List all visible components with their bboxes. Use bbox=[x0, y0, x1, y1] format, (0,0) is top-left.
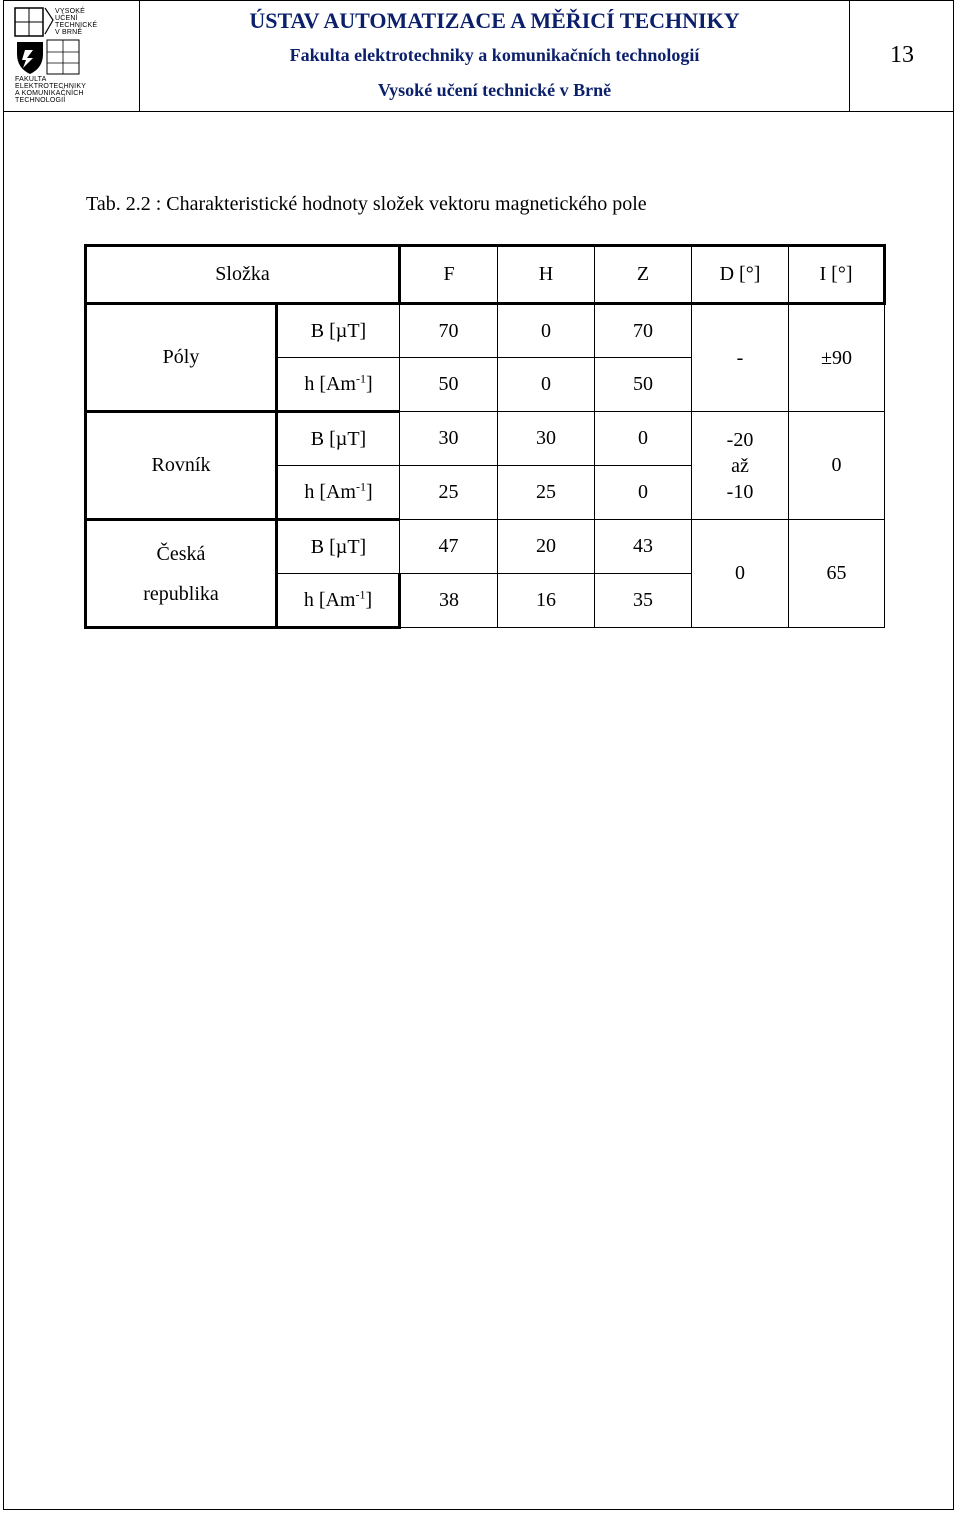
page-header bbox=[3, 0, 954, 112]
value-cell: 20 bbox=[498, 520, 595, 574]
value-cell: 0 bbox=[595, 466, 692, 520]
unit-bracket: ] bbox=[366, 372, 373, 395]
row-name-poly: Póly bbox=[86, 304, 277, 412]
value-line: -20 bbox=[726, 428, 754, 451]
header-cell-d: D [°] bbox=[692, 246, 789, 304]
logo-line: V BRNĚ bbox=[55, 29, 83, 36]
unit-bracket: ] bbox=[366, 480, 373, 503]
logo-line: UČENÍ bbox=[55, 15, 78, 22]
value-cell: 30 bbox=[498, 412, 595, 466]
unit-exponent: -1 bbox=[356, 478, 366, 493]
value-cell: 0 bbox=[595, 412, 692, 466]
logo-line: TECHNICKÉ bbox=[55, 22, 98, 29]
table-row bbox=[86, 304, 885, 358]
value-cell-d bbox=[692, 412, 789, 520]
logo-line: ELEKTROTECHNIKY bbox=[15, 83, 87, 90]
university-title: Vysoké učení technické v Brně bbox=[377, 80, 612, 100]
logo-line: FAKULTA bbox=[15, 76, 47, 83]
unit-cell-b: B [µT] bbox=[277, 304, 400, 358]
value-cell: 50 bbox=[595, 358, 692, 412]
table-row bbox=[86, 412, 885, 466]
unit-cell-h bbox=[277, 358, 400, 412]
value-cell: 30 bbox=[400, 412, 498, 466]
value-cell-i: 0 bbox=[789, 412, 885, 520]
value-cell: 38 bbox=[400, 574, 498, 628]
table-caption: Tab. 2.2 : Charakteristické hodnoty složek vektoru magnetického pole bbox=[86, 193, 647, 215]
value-cell: 35 bbox=[595, 574, 692, 628]
logo-line: VYSOKÉ bbox=[55, 8, 85, 15]
unit-text: h [Am bbox=[303, 588, 356, 611]
value-cell: 50 bbox=[400, 358, 498, 412]
page-number bbox=[850, 0, 954, 111]
institute-title: ÚSTAV AUTOMATIZACE A MĚŘICÍ TECHNIKY bbox=[249, 8, 740, 33]
value-cell-i: ±90 bbox=[789, 304, 885, 412]
unit-cell-b: B [µT] bbox=[277, 520, 400, 574]
value-cell: 0 bbox=[498, 358, 595, 412]
unit-text: h [Am bbox=[304, 372, 356, 395]
logo-text-top bbox=[55, 8, 97, 36]
value-cell-d: 0 bbox=[692, 520, 789, 628]
row-name-line: republika bbox=[143, 582, 219, 605]
unit-cell-h bbox=[277, 574, 400, 628]
value-line: -10 bbox=[726, 480, 754, 503]
header-cell-z: Z bbox=[595, 246, 692, 304]
value-line: až bbox=[731, 454, 749, 477]
table-row bbox=[86, 520, 885, 574]
unit-exponent: -1 bbox=[356, 370, 366, 385]
magnetic-field-table bbox=[84, 244, 886, 629]
page-number-value: 13 bbox=[890, 42, 914, 68]
unit-text: h [Am bbox=[304, 480, 356, 503]
value-cell-i: 65 bbox=[789, 520, 885, 628]
unit-cell-h bbox=[277, 466, 400, 520]
university-logo bbox=[3, 0, 140, 111]
faculty-title: Fakulta elektrotechniky a komunikačních technologií bbox=[289, 45, 700, 65]
value-cell: 47 bbox=[400, 520, 498, 574]
unit-cell-b: B [µT] bbox=[277, 412, 400, 466]
row-name-ceska-republika bbox=[86, 520, 277, 628]
unit-exponent: -1 bbox=[355, 586, 366, 601]
value-cell: 25 bbox=[498, 466, 595, 520]
row-name-rovnik: Rovník bbox=[86, 412, 277, 520]
table-header-row bbox=[86, 246, 885, 304]
page-frame bbox=[3, 0, 954, 1510]
unit-bracket: ] bbox=[365, 588, 373, 611]
value-cell: 16 bbox=[498, 574, 595, 628]
row-name-line: Česká bbox=[156, 542, 206, 565]
header-cell-component: Složka bbox=[86, 246, 400, 304]
logo-line: A KOMUNIKAČNÍCH bbox=[15, 90, 84, 97]
value-cell: 70 bbox=[595, 304, 692, 358]
value-cell-d: - bbox=[692, 304, 789, 412]
value-cell: 43 bbox=[595, 520, 692, 574]
value-cell: 0 bbox=[498, 304, 595, 358]
value-cell: 70 bbox=[400, 304, 498, 358]
logo-text-bottom bbox=[15, 76, 86, 104]
header-titles bbox=[140, 0, 850, 111]
value-cell: 25 bbox=[400, 466, 498, 520]
header-cell-i: I [°] bbox=[789, 246, 885, 304]
header-cell-f: F bbox=[400, 246, 498, 304]
header-cell-h: H bbox=[498, 246, 595, 304]
logo-line: TECHNOLOGIÍ bbox=[15, 97, 66, 104]
